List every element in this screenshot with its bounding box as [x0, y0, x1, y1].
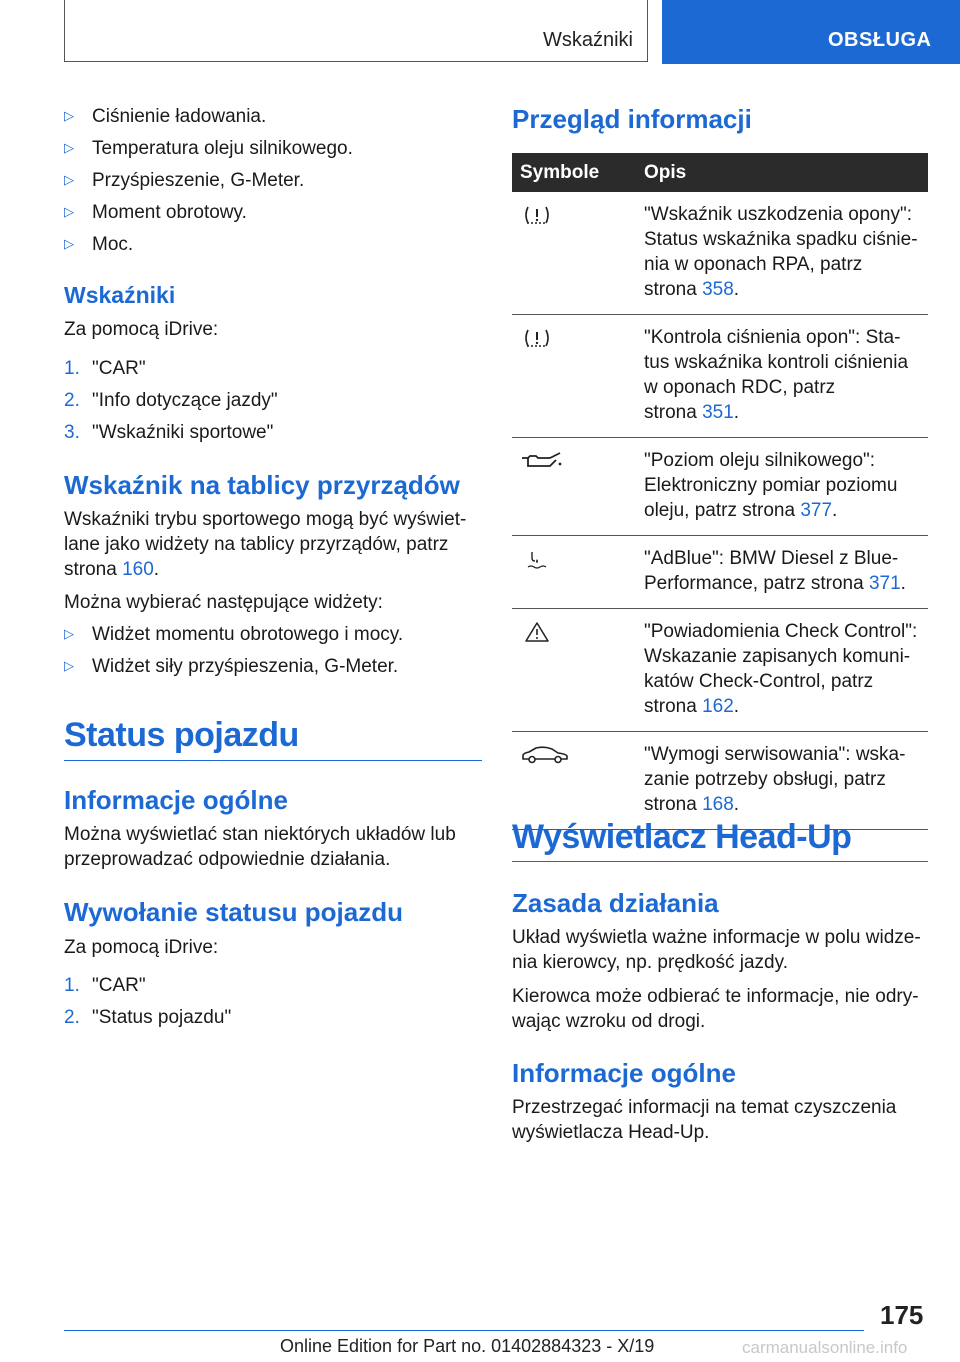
- tire-pressure-icon: [520, 327, 554, 349]
- step-item: 2. "Status pojazdu": [64, 1007, 232, 1028]
- header-chapter-label: OBSŁUGA: [828, 29, 932, 51]
- page-reference-link[interactable]: 351: [702, 402, 734, 423]
- car-service-icon: [520, 744, 570, 766]
- paragraph-line: strona 160.: [64, 559, 160, 580]
- list-item: ▷ Moment obrotowy.: [64, 200, 247, 226]
- step-item: 2. "Info dotyczące jazdy": [64, 390, 278, 411]
- header-section-box: [64, 0, 648, 62]
- section-heading-principle: Zasada działania: [512, 888, 719, 918]
- paragraph-line: Wskaźniki trybu sportowego mogą być wyświet-: [64, 509, 467, 530]
- oil-can-icon: [520, 450, 564, 472]
- paragraph: Za pomocą iDrive:: [64, 319, 219, 340]
- paragraph-line: nia kierowcy, np. prędkość jazdy.: [512, 952, 788, 973]
- list-item: ▷ Temperatura oleju silnikowego.: [64, 136, 353, 162]
- footer-edition: Online Edition for Part no. 01402884323 - X/19: [280, 1336, 655, 1356]
- heading-rule: [512, 861, 928, 862]
- chapter-heading-hud: Wyświetlacz Head-Up: [512, 818, 852, 856]
- footer-rule: [64, 1330, 864, 1331]
- list-item: ▷ Widżet momentu obrotowego i mocy.: [64, 622, 403, 648]
- bullet-triangle-icon: ▷: [64, 626, 74, 641]
- list-item: ▷ Moc.: [64, 232, 133, 258]
- column-header-symbol: Symbole: [520, 162, 600, 183]
- table-row: "Powiadomienia Check Control": Wskazanie zapisanych komuni- katów Check-Control, patrz strona 162.: [512, 609, 928, 732]
- bullet-triangle-icon: ▷: [64, 204, 74, 219]
- step-item: 3. "Wskaźniki sportowe": [64, 422, 274, 443]
- page-reference-link[interactable]: 358: [702, 279, 734, 300]
- bullet-triangle-icon: ▷: [64, 172, 74, 187]
- section-heading-hud-info: Informacje ogólne: [512, 1058, 736, 1088]
- paragraph-line: Układ wyświetla ważne informacje w polu widze-: [512, 927, 921, 948]
- warning-triangle-icon: [520, 621, 554, 643]
- table-row: "Poziom oleju silnikowego": Elektroniczny pomiar poziomu oleju, patrz strona 377.: [512, 438, 928, 536]
- tire-warning-icon: [520, 204, 554, 226]
- section-heading-overview: Przegląd informacji: [512, 104, 752, 134]
- heading-rule: [64, 760, 482, 761]
- page-number: 175: [880, 1300, 924, 1330]
- page-reference-link[interactable]: 377: [800, 500, 833, 521]
- paragraph-line: Kierowca może odbierać te informacje, nie odry-: [512, 986, 919, 1007]
- paragraph: Można wybierać następujące widżety:: [64, 592, 383, 613]
- section-heading-tablica: Wskaźnik na tablicy przyrządów: [64, 470, 460, 500]
- header-section-title: Wskaźniki: [542, 29, 633, 51]
- table-row: "Wskaźnik uszkodzenia opony": Status wskaźnika spadku ciśnie- nia w oponach RPA, patrz strona 358.: [512, 192, 928, 315]
- adblue-icon: [520, 548, 554, 570]
- step-item: 1. "CAR": [64, 358, 146, 379]
- list-item: ▷ Ciśnienie ładowania.: [64, 104, 266, 130]
- page-reference-link[interactable]: 162: [702, 696, 734, 717]
- bullet-triangle-icon: ▷: [64, 108, 74, 123]
- paragraph-line: Przestrzegać informacji na temat czyszczenia: [512, 1097, 897, 1118]
- step-item: 1. "CAR": [64, 975, 146, 996]
- table-row: "Wymogi serwisowania": wska- zanie potrzeby obsługi, patrz strona 168.: [512, 732, 928, 830]
- page-reference-link[interactable]: 168: [702, 794, 734, 815]
- header-chapter-tab[interactable]: [662, 0, 960, 64]
- bullet-triangle-icon: ▷: [64, 658, 74, 673]
- paragraph: Za pomocą iDrive:: [64, 937, 219, 958]
- bullet-triangle-icon: ▷: [64, 140, 74, 155]
- table-row: "AdBlue": BMW Diesel z Blue- Performance, patrz strona 371.: [512, 536, 928, 609]
- table-row: "Kontrola ciśnienia opon": Sta- tus wskaźnika kontroli ciśnienia w oponach RDC, patrz strona 351.: [512, 315, 928, 438]
- page-reference-link[interactable]: 160: [122, 559, 154, 580]
- paragraph-line: Można wyświetlać stan niektórych układów lub: [64, 824, 456, 845]
- paragraph-line: wyświetlacza Head-Up.: [512, 1122, 710, 1143]
- watermark: carmanualsonline.info: [742, 1338, 908, 1357]
- section-heading-info: Informacje ogólne: [64, 785, 288, 815]
- symbols-table: [512, 153, 928, 830]
- column-header-desc: Opis: [644, 162, 687, 183]
- chapter-heading-status: Status pojazdu: [64, 716, 299, 754]
- page-reference-link[interactable]: 371: [868, 573, 901, 594]
- list-item: ▷ Widżet siły przyśpieszenia, G-Meter.: [64, 654, 398, 680]
- bullet-triangle-icon: ▷: [64, 236, 74, 251]
- paragraph-line: przeprowadzać odpowiednie działania.: [64, 849, 391, 870]
- list-item: ▷ Przyśpieszenie, G-Meter.: [64, 168, 304, 194]
- paragraph-line: lane jako widżety na tablicy przyrządów, patrz: [64, 534, 449, 555]
- table-header: [512, 153, 928, 192]
- section-heading-wskazniki: Wskaźniki: [64, 282, 176, 308]
- section-heading-call: Wywołanie statusu pojazdu: [64, 897, 404, 927]
- paragraph-line: wając wzroku od drogi.: [512, 1011, 706, 1032]
